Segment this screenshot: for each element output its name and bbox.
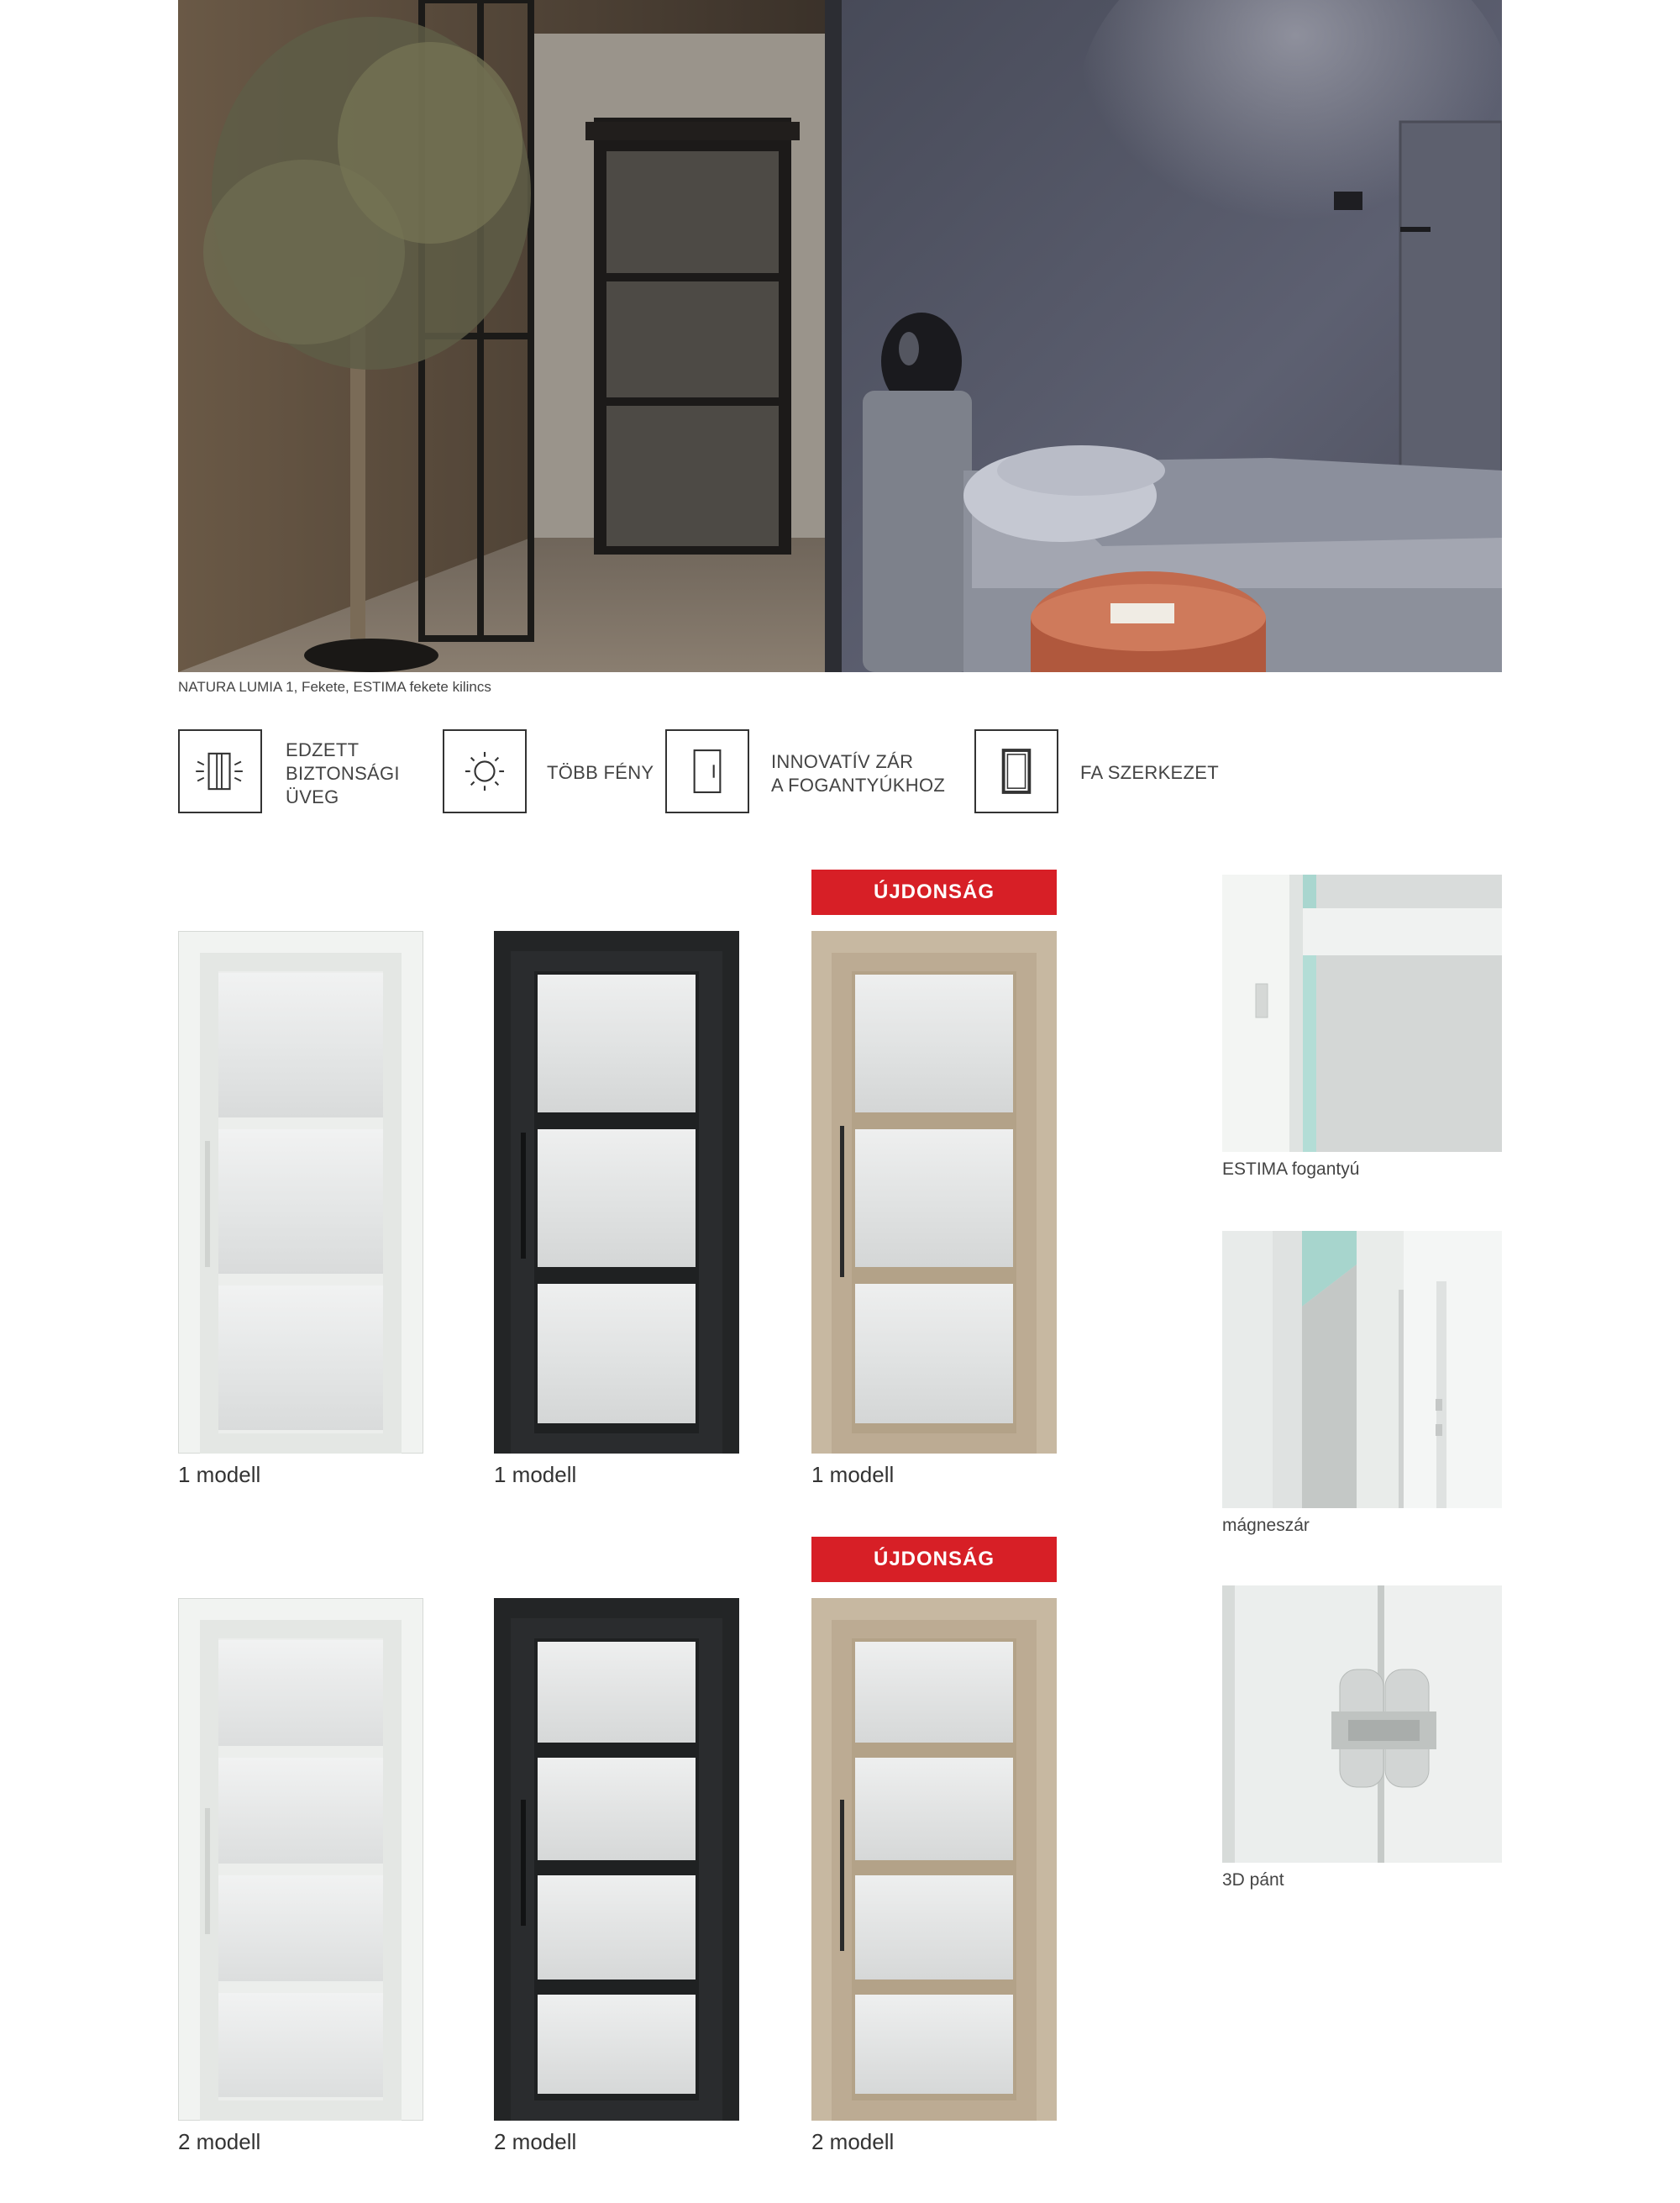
- door-label: 2 modell: [811, 2129, 895, 2154]
- magnetic-lock-photo: [1222, 1231, 1502, 1508]
- door-label: 1 modell: [178, 1462, 261, 1487]
- 3d-hinge-photo: [1222, 1585, 1502, 1863]
- sun-light-icon: [443, 729, 527, 813]
- detail-label: mágneszár: [1222, 1516, 1310, 1535]
- feature-label-tempered-glass: EDZETT BIZTONSÁGI ÜVEG: [286, 739, 400, 807]
- new-badge: ÚJDONSÁG: [811, 870, 1057, 915]
- door-oak-model-1: [811, 931, 1057, 1454]
- door-lock-icon: [665, 729, 749, 813]
- feature-label-more-light: TÖBB FÉNY: [547, 762, 654, 783]
- new-badge: ÚJDONSÁG: [811, 1537, 1057, 1582]
- door-label: 2 modell: [178, 2129, 261, 2154]
- door-black-model-2: [494, 1598, 739, 2121]
- tempered-glass-icon: [178, 729, 262, 813]
- door-oak-model-2: [811, 1598, 1057, 2121]
- door-label: 1 modell: [494, 1462, 577, 1487]
- hero-photo: [178, 0, 1502, 672]
- estima-handle-photo: [1222, 875, 1502, 1152]
- door-label: 2 modell: [494, 2129, 577, 2154]
- wood-frame-icon: [974, 729, 1058, 813]
- hero-caption: NATURA LUMIA 1, Fekete, ESTIMA fekete kilincs: [178, 679, 491, 695]
- detail-label: ESTIMA fogantyú: [1222, 1159, 1360, 1179]
- feature-label-innovative-lock: INNOVATÍV ZÁR A FOGANTYÚKHOZ: [771, 751, 946, 796]
- door-label: 1 modell: [811, 1462, 895, 1487]
- door-white-model-2: [178, 1598, 423, 2121]
- door-black-model-1: [494, 931, 739, 1454]
- door-white-model-1: [178, 931, 423, 1454]
- detail-label: 3D pánt: [1222, 1870, 1284, 1890]
- feature-label-wood-structure: FA SZERKEZET: [1080, 762, 1219, 783]
